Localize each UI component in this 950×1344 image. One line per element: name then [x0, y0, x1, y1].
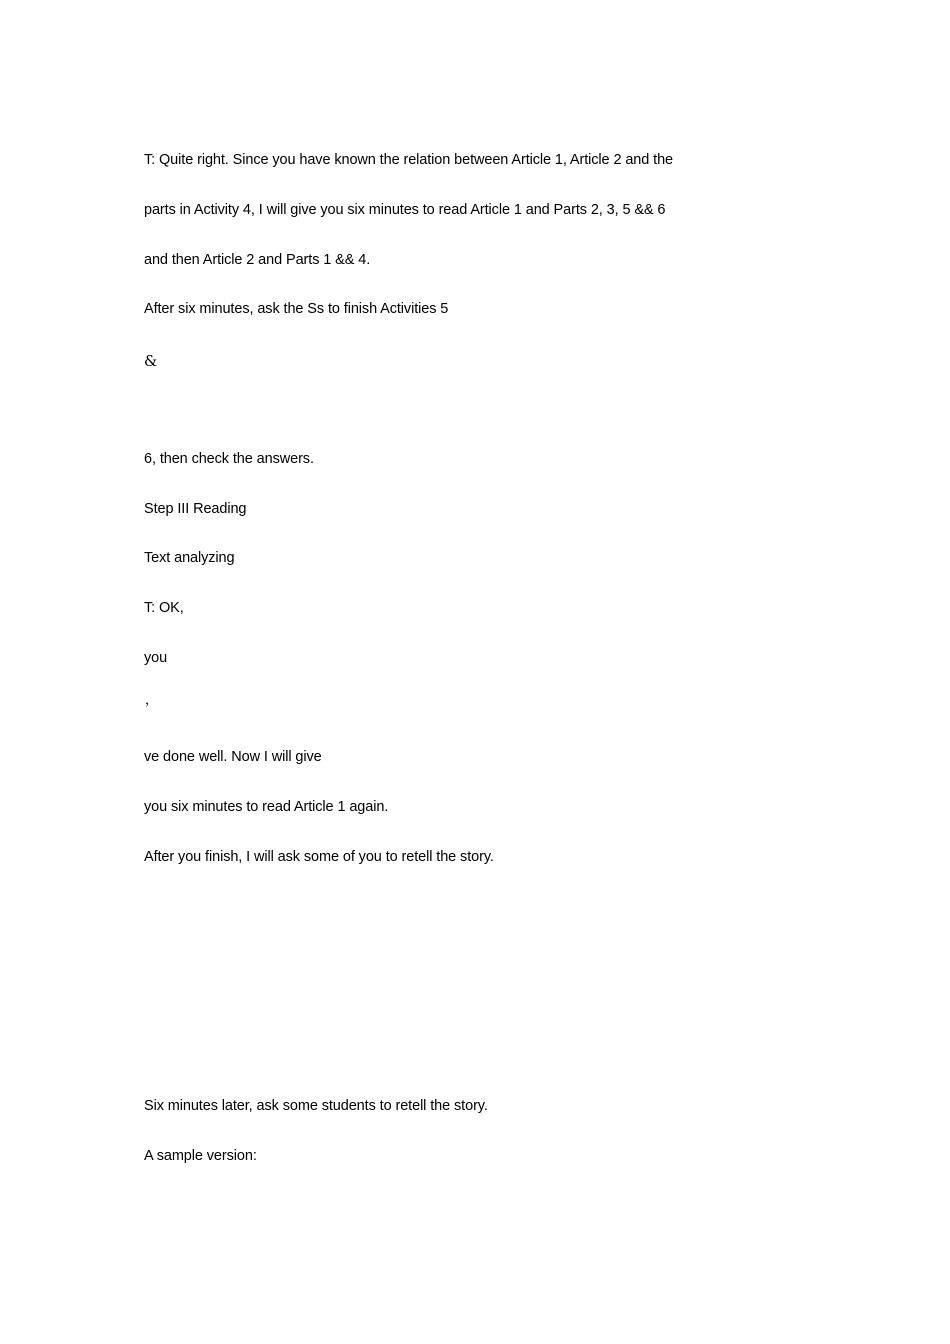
paragraph-line: and then Article 2 and Parts 1 && 4.	[144, 252, 371, 268]
paragraph-line: you six minutes to read Article 1 again.	[144, 799, 389, 815]
section-heading: Step III Reading	[144, 501, 247, 517]
subsection-heading: Text analyzing	[144, 550, 235, 566]
paragraph-line: Six minutes later, ask some students to retell the story.	[144, 1098, 488, 1114]
ampersand-glyph: &	[144, 352, 158, 370]
paragraph-line: T: Quite right. Since you have known the relation between Article 1, Article 2 and the	[144, 152, 674, 168]
paragraph-line: you	[144, 650, 168, 666]
paragraph-line: T: OK,	[144, 600, 184, 616]
paragraph-line: After six minutes, ask the Ss to finish Activities 5	[144, 301, 449, 317]
comma-glyph: ，	[145, 693, 159, 708]
paragraph-line: ve done well. Now I will give	[144, 749, 322, 765]
paragraph-line: 6, then check the answers.	[144, 451, 314, 467]
paragraph-line: A sample version:	[144, 1148, 257, 1164]
paragraph-line: After you finish, I will ask some of you to retell the story.	[144, 849, 494, 865]
paragraph-line: parts in Activity 4, I will give you six minutes to read Article 1 and Parts 2, 3, 5 && 6	[144, 202, 666, 218]
